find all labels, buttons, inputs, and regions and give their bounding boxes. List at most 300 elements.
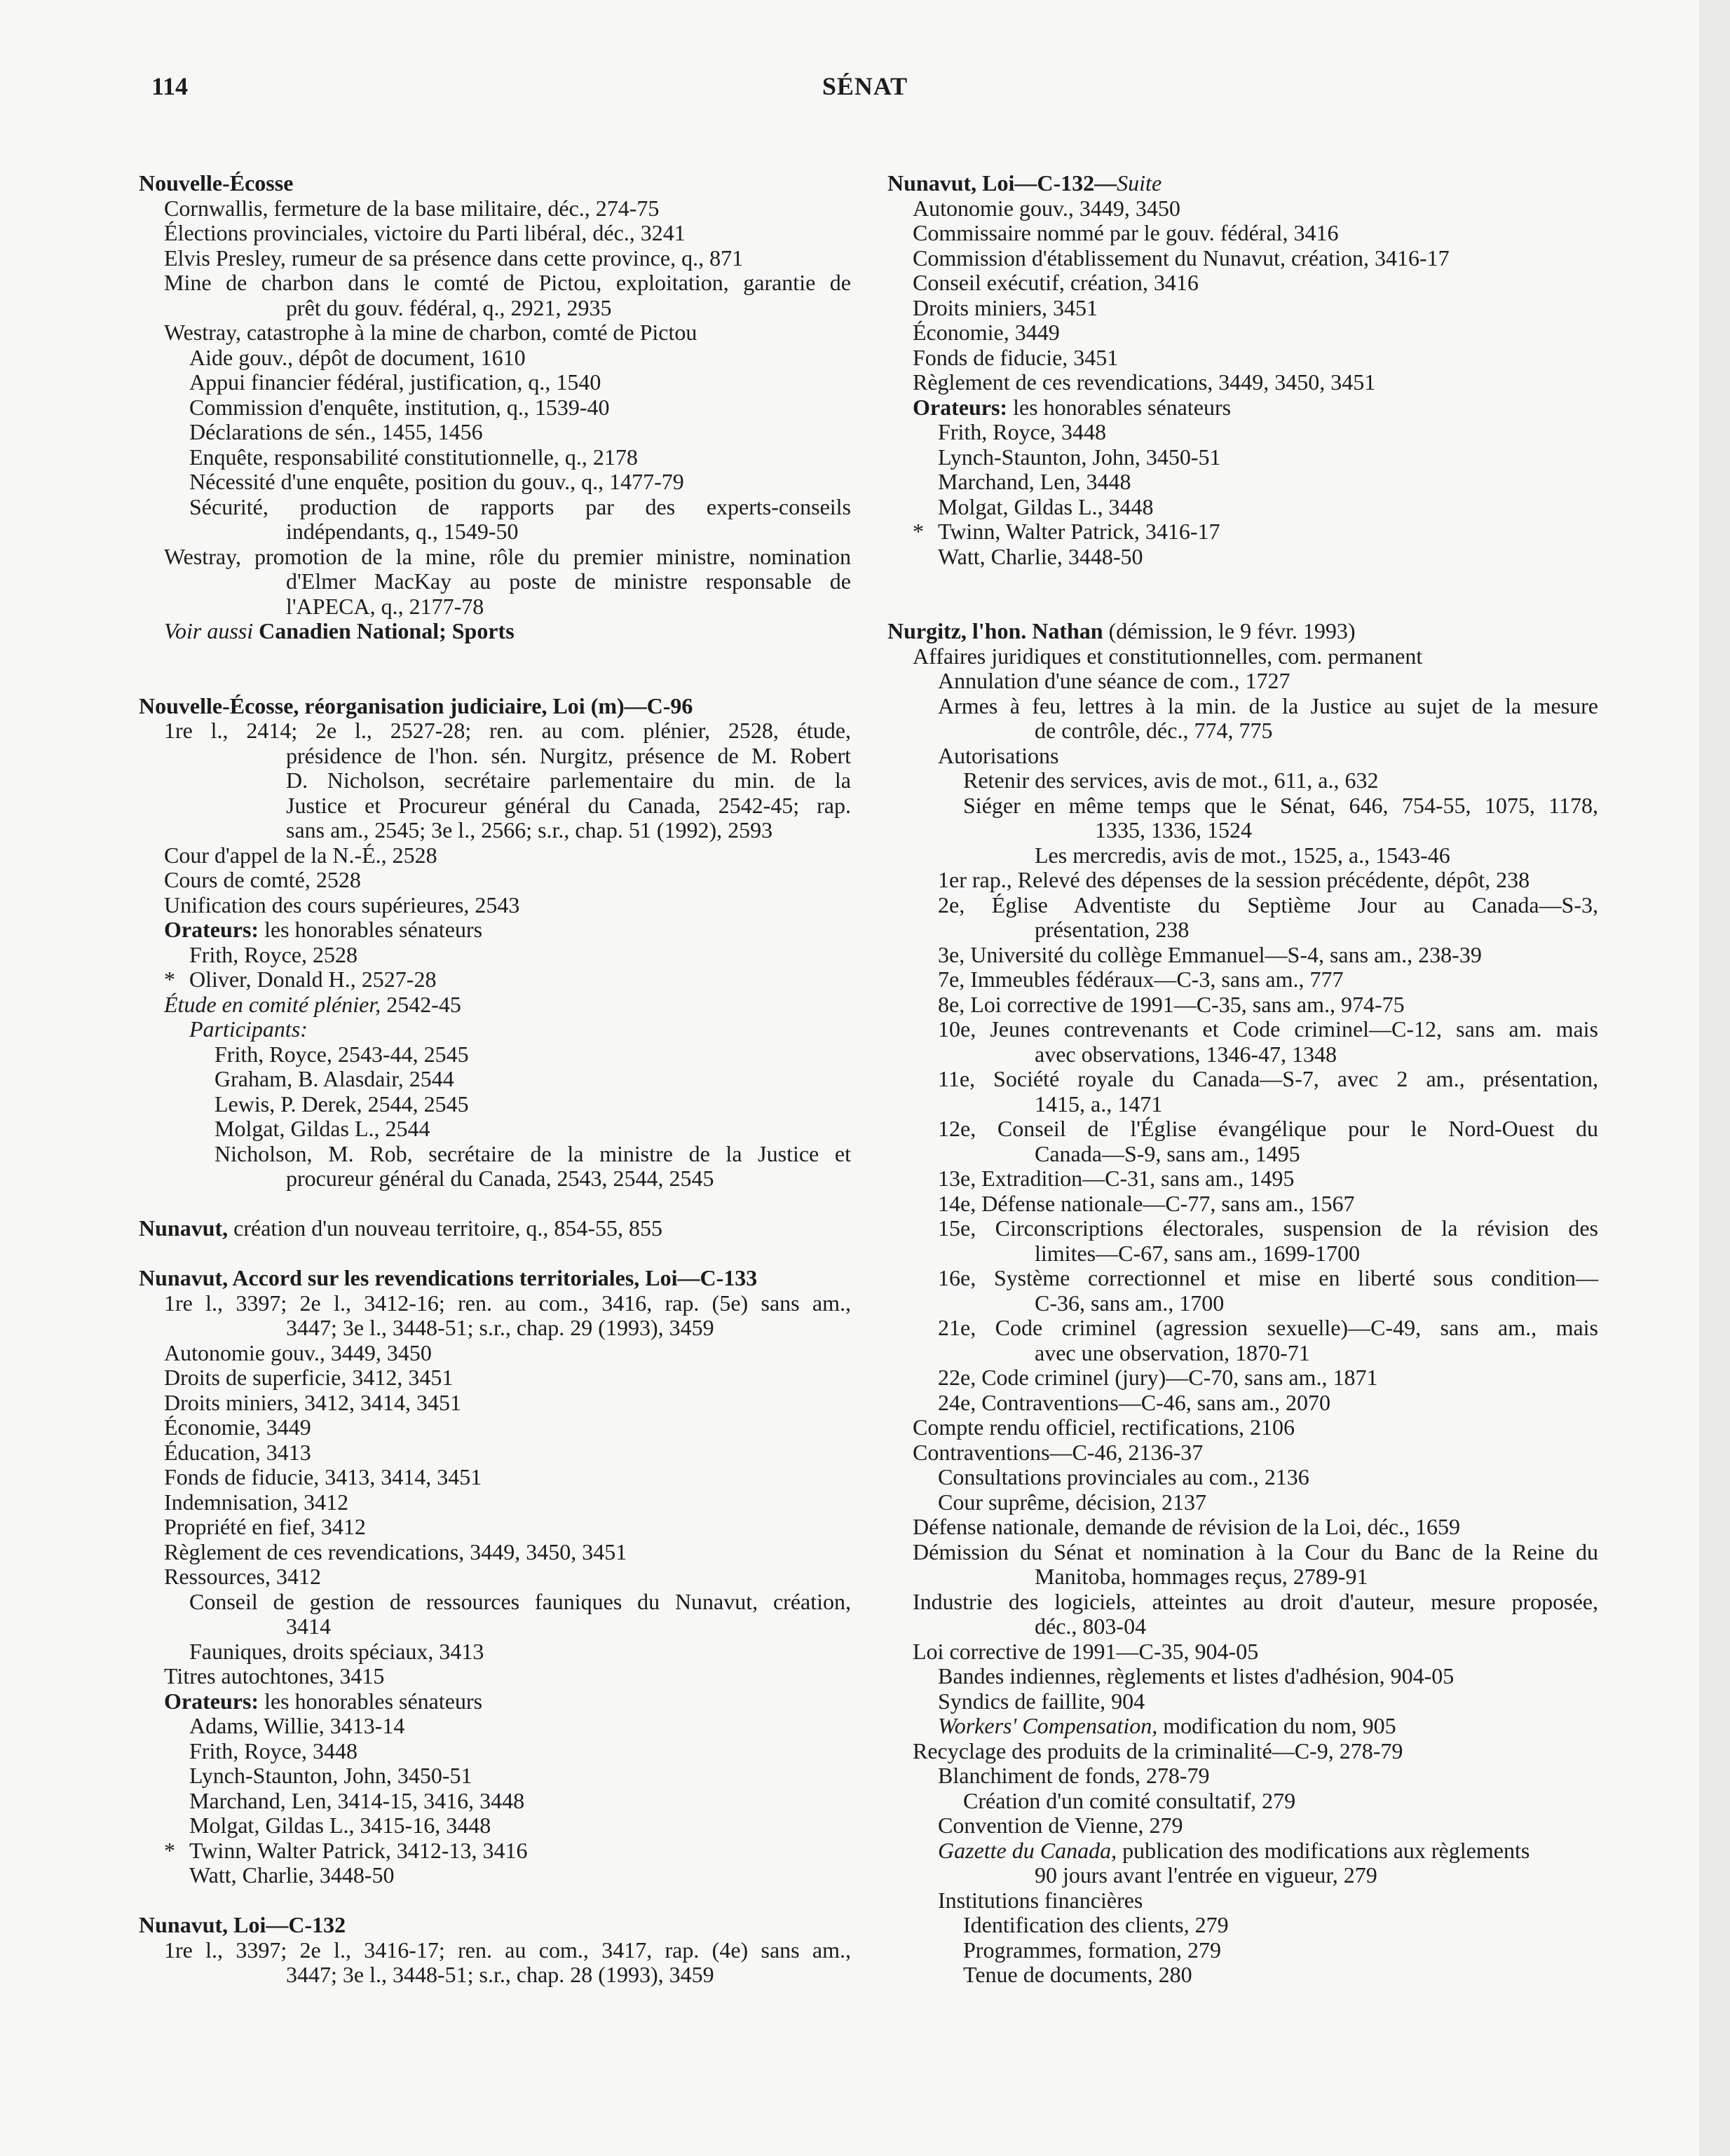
entry-text: Commission d'établissement du Nunavut, création, 3416-17	[913, 245, 1450, 271]
index-entry	[139, 594, 851, 620]
entry-text: Gazette du Canada,	[938, 1838, 1117, 1863]
index-entry	[887, 196, 1598, 221]
entry-text: Nunavut,	[139, 1216, 229, 1241]
page-number: 114	[151, 72, 189, 100]
entry-text: Loi corrective de 1991—C-35, 904-05	[913, 1639, 1259, 1664]
entry-text: Watt, Charlie, 3448-50	[189, 1863, 395, 1888]
entry-text: Étude en comité plénier,	[164, 992, 381, 1017]
index-entry	[887, 1391, 1598, 1416]
index-entry	[139, 1863, 851, 1888]
index-entry	[887, 1789, 1598, 1814]
entry-text: Nicholson, M. Rob, secrétaire de la ministre de la Justice et	[214, 1140, 851, 1166]
index-entry	[139, 1938, 851, 1963]
index-entry	[887, 818, 1598, 843]
asterisk-marker: *	[913, 519, 924, 544]
entry-continuation: modification du nom, 905	[1157, 1714, 1396, 1738]
index-entry	[139, 868, 851, 893]
index-entry	[139, 495, 851, 520]
index-entry	[887, 744, 1598, 769]
index-entry	[887, 718, 1598, 744]
entry-continuation: création d'un nouveau territoire, q., 854-55, 855	[228, 1216, 662, 1241]
entry-continuation: Canadien National; Sports	[253, 619, 515, 643]
index-entry	[139, 271, 851, 296]
entry-text: Molgat, Gildas L., 2544	[214, 1117, 430, 1141]
index-entry	[887, 1938, 1598, 1963]
entry-text: Cour suprême, décision, 2137	[938, 1489, 1207, 1515]
index-entry	[887, 768, 1598, 793]
entry-text: Bandes indiennes, règlements et listes d'adhésion, 904-05	[938, 1664, 1455, 1688]
index-heading	[139, 694, 851, 719]
index-entry	[139, 196, 851, 221]
index-entry	[139, 1664, 851, 1689]
index-entry	[887, 1863, 1598, 1888]
right-column	[887, 171, 1598, 1988]
entry-text: 1335, 1336, 1524	[1095, 818, 1252, 842]
entry-text: Nunavut, Accord sur les revendications territoriales, Loi—C-133	[139, 1266, 758, 1290]
entry-text: Lynch-Staunton, John, 3450-51	[938, 444, 1221, 470]
index-entry	[887, 1913, 1598, 1938]
index-entry	[139, 1341, 851, 1366]
entry-text: Westray, catastrophe à la mine de charbon, comté de Pictou	[164, 320, 697, 345]
index-entry	[139, 1067, 851, 1092]
index-entry	[887, 793, 1598, 819]
entry-text: Workers' Compensation,	[938, 1714, 1158, 1738]
entry-text: Frith, Royce, 3448	[938, 420, 1106, 444]
index-entry	[139, 718, 851, 744]
entry-text: Frith, Royce, 3448	[189, 1738, 357, 1763]
entry-text: Sécurité, production de rapports par des experts-conseils	[189, 493, 851, 519]
entry-text: Création d'un comité consultatif, 279	[963, 1788, 1296, 1813]
index-entry	[139, 843, 851, 868]
entry-text: Compte rendu officiel, rectifications, 2106	[913, 1415, 1295, 1440]
entry-text: Tenue de documents, 280	[963, 1963, 1192, 1987]
index-entry	[139, 1540, 851, 1565]
entry-text: Orateurs:	[913, 395, 1008, 420]
entry-text: Nurgitz, l'hon. Nathan	[887, 619, 1103, 643]
entry-text: Nunavut, Loi—C-132	[139, 1913, 346, 1937]
entry-text: 14e, Défense nationale—C-77, sans am., 1567	[938, 1191, 1355, 1216]
entry-text: 10e, Jeunes contrevenants et Code criminel—C-12, sans am. mais	[938, 1016, 1598, 1042]
index-entry	[139, 1142, 851, 1167]
entry-text: Voir aussi	[164, 619, 254, 643]
entry-text: Adams, Willie, 3413-14	[189, 1714, 405, 1738]
asterisk-marker: *	[164, 1837, 175, 1863]
entry-text: 8e, Loi corrective de 1991—C-35, sans am., 974-75	[938, 992, 1405, 1017]
entry-text: l'APECA, q., 2177-78	[286, 594, 484, 619]
index-entry	[139, 370, 851, 395]
index-entry	[887, 1813, 1598, 1838]
entry-text: prêt du gouv. fédéral, q., 2921, 2935	[286, 295, 612, 320]
entry-continuation: les honorables sénateurs	[259, 917, 483, 942]
entry-text: présentation, 238	[1035, 917, 1190, 942]
index-entry	[139, 1490, 851, 1515]
entry-text: Consultations provinciales au com., 2136	[938, 1465, 1309, 1489]
index-entry	[139, 1564, 851, 1590]
index-entry	[887, 1415, 1598, 1440]
entry-text: Économie, 3449	[913, 320, 1060, 345]
entry-text: 1415, a., 1471	[1035, 1091, 1163, 1117]
entry-text: Cour d'appel de la N.-É., 2528	[164, 842, 437, 868]
entry-text: Cours de comté, 2528	[164, 868, 361, 892]
entry-text: 1re l., 3397; 2e l., 3416-17; ren. au com., 3417, rap. (4e) sans am.,	[164, 1937, 851, 1963]
entry-text: 11e, Société royale du Canada—S-7, avec 2 am., présentation,	[938, 1066, 1598, 1091]
entry-text: Identification des clients, 279	[963, 1913, 1229, 1937]
index-entry	[887, 943, 1598, 968]
index-entry	[139, 943, 851, 968]
entry-text: 15e, Circonscriptions électorales, suspension de la révision des	[938, 1215, 1598, 1241]
entry-text: 2e, Église Adventiste du Septième Jour au Canada—S-3,	[938, 892, 1598, 917]
entry-text: 3447; 3e l., 3448-51; s.r., chap. 29 (1993), 3459	[286, 1316, 714, 1340]
index-entry	[139, 1813, 851, 1838]
entry-text: Élections provinciales, victoire du Parti libéral, déc., 3241	[164, 221, 686, 245]
entry-text: Marchand, Len, 3414-15, 3416, 3448	[189, 1788, 525, 1813]
entry-text: Unification des cours supérieures, 2543	[164, 892, 520, 917]
index-entry	[139, 1714, 851, 1739]
entry-text: 90 jours avant l'entrée en vigueur, 279	[1035, 1863, 1377, 1888]
index-entry	[887, 1042, 1598, 1067]
index-entry	[887, 1490, 1598, 1515]
entry-text: Retenir des services, avis de mot., 611, a., 632	[963, 768, 1379, 793]
index-entry	[139, 1415, 851, 1440]
entry-text: Fonds de fiducie, 3413, 3414, 3451	[164, 1465, 482, 1489]
entry-spacer	[139, 1888, 851, 1913]
index-entry	[887, 545, 1598, 570]
entry-continuation: (démission, le 9 févr. 1993)	[1103, 619, 1356, 643]
entry-text: de contrôle, déc., 774, 775	[1035, 718, 1273, 743]
entry-text: Commissaire nommé par le gouv. fédéral, 3416	[913, 221, 1339, 245]
index-entry	[139, 893, 851, 918]
index-entry	[887, 1963, 1598, 1988]
entry-text: Molgat, Gildas L., 3415-16, 3448	[189, 1813, 491, 1838]
entry-text: Orateurs:	[164, 1688, 259, 1714]
entry-text: limites—C-67, sans am., 1699-1700	[1035, 1241, 1360, 1266]
entry-text: Siéger en même temps que le Sénat, 646, 754-55, 1075, 1178,	[963, 792, 1598, 818]
entry-text: 16e, Système correctionnel et mise en liberté sous condition—	[938, 1265, 1598, 1290]
entry-text: avec observations, 1346-47, 1348	[1035, 1042, 1337, 1067]
entry-text: Twinn, Walter Patrick, 3416-17	[938, 519, 1220, 544]
entry-text: Canada—S-9, sans am., 1495	[1035, 1141, 1300, 1166]
entry-text: Les mercredis, avis de mot., 1525, a., 1543-46	[1035, 842, 1450, 868]
entry-text: Watt, Charlie, 3448-50	[938, 544, 1143, 569]
entry-text: Twinn, Walter Patrick, 3412-13, 3416	[189, 1838, 528, 1863]
entry-text: Contraventions—C-46, 2136-37	[913, 1440, 1204, 1465]
index-entry	[887, 1216, 1598, 1241]
index-entry	[139, 1515, 851, 1540]
index-entry	[139, 967, 851, 992]
index-entry	[887, 1590, 1598, 1615]
entry-text: 3447; 3e l., 3448-51; s.r., chap. 28 (1993), 3459	[286, 1963, 714, 1987]
entry-text: Institutions financières	[938, 1888, 1143, 1913]
index-entry	[887, 1714, 1598, 1739]
index-entry	[139, 519, 851, 545]
entry-text: Orateurs:	[164, 917, 259, 942]
entry-text: 24e, Contraventions—C-46, sans am., 2070	[938, 1390, 1330, 1415]
entry-text: Recyclage des produits de la criminalité—C-9, 278-79	[913, 1738, 1403, 1763]
index-entry	[139, 1639, 851, 1665]
entry-text: Commission d'enquête, institution, q., 1539-40	[189, 395, 610, 420]
index-entry	[139, 569, 851, 594]
entry-text: Nunavut, Loi—C-132—	[887, 171, 1117, 196]
index-entry	[887, 1316, 1598, 1341]
entry-text: Ressources, 3412	[164, 1564, 321, 1589]
entry-text: D. Nicholson, secrétaire parlementaire du min. de la	[286, 767, 851, 793]
entry-text: Frith, Royce, 2543-44, 2545	[214, 1042, 469, 1067]
index-entry	[139, 992, 851, 1018]
index-entry	[887, 1341, 1598, 1366]
index-entry	[139, 1017, 851, 1042]
entry-text: 22e, Code criminel (jury)—C-70, sans am., 1871	[938, 1365, 1378, 1390]
entry-text: 1re l., 2414; 2e l., 2527-28; ren. au com. plénier, 2528, étude,	[164, 718, 851, 743]
entry-text: Blanchiment de fonds, 278-79	[938, 1763, 1210, 1788]
index-entry	[887, 1465, 1598, 1490]
entry-text: Lewis, P. Derek, 2544, 2545	[214, 1091, 469, 1117]
entry-text: Oliver, Donald H., 2527-28	[189, 967, 437, 992]
entry-text: 1re l., 3397; 2e l., 3412-16; ren. au com., 3416, rap. (5e) sans am.,	[164, 1290, 851, 1316]
entry-text: Justice et Procureur général du Canada, 2542-45; rap.	[286, 792, 851, 818]
index-entry	[139, 1440, 851, 1466]
entry-text: Nécessité d'une enquête, position du gouv., q., 1477-79	[189, 470, 684, 494]
index-heading	[139, 171, 851, 196]
index-entry	[139, 818, 851, 843]
index-entry	[887, 1614, 1598, 1639]
entry-text: avec une observation, 1870-71	[1035, 1340, 1310, 1365]
entry-spacer	[887, 569, 1598, 619]
entry-text: Indemnisation, 3412	[164, 1489, 349, 1515]
index-entry	[139, 768, 851, 793]
index-entry	[139, 1739, 851, 1764]
entry-text: Autonomie gouv., 3449, 3450	[164, 1340, 432, 1365]
entry-text: Conseil de gestion de ressources fauniques du Nunavut, création,	[189, 1588, 851, 1614]
index-entry	[139, 1763, 851, 1789]
index-entry	[887, 445, 1598, 470]
index-entry	[887, 1515, 1598, 1540]
index-entry	[887, 669, 1598, 694]
index-entry	[139, 395, 851, 421]
index-entry	[887, 1192, 1598, 1217]
index-entry	[887, 843, 1598, 868]
index-entry	[887, 1266, 1598, 1291]
index-entry	[887, 1092, 1598, 1117]
index-entry	[887, 644, 1598, 669]
index-entry	[887, 1017, 1598, 1042]
index-entry	[139, 221, 851, 246]
entry-text: Fauniques, droits spéciaux, 3413	[189, 1639, 484, 1664]
entry-continuation: les honorables sénateurs	[259, 1688, 483, 1714]
index-entry	[887, 1689, 1598, 1714]
index-entry	[887, 495, 1598, 520]
index-entry	[139, 1963, 851, 1988]
index-entry	[139, 1689, 851, 1714]
index-entry	[887, 519, 1598, 545]
entry-text: Défense nationale, demande de révision de la Loi, déc., 1659	[913, 1515, 1461, 1539]
index-entry	[139, 619, 851, 644]
entry-text: Frith, Royce, 2528	[189, 942, 357, 967]
index-entry	[139, 445, 851, 470]
index-entry	[887, 470, 1598, 495]
index-entry	[139, 1614, 851, 1639]
entry-text: Droits miniers, 3451	[913, 295, 1098, 320]
index-entry	[139, 744, 851, 769]
entry-text: Mine de charbon dans le comté de Pictou, exploitation, garantie de	[164, 270, 851, 295]
index-entry	[887, 1365, 1598, 1391]
index-heading	[139, 1216, 851, 1241]
entry-text: déc., 803-04	[1035, 1614, 1147, 1639]
index-entry	[139, 1316, 851, 1341]
index-entry	[139, 1117, 851, 1142]
index-heading	[139, 1913, 851, 1938]
entry-text: Marchand, Len, 3448	[938, 470, 1131, 494]
entry-text: d'Elmer MacKay au poste de ministre responsable de	[286, 568, 851, 594]
index-entry	[887, 1639, 1598, 1665]
index-entry	[887, 1664, 1598, 1689]
index-entry	[139, 917, 851, 943]
entry-text: Cornwallis, fermeture de la base militaire, déc., 274-75	[164, 196, 660, 221]
entry-text: Autonomie gouv., 3449, 3450	[913, 196, 1180, 221]
index-entry	[887, 1739, 1598, 1764]
index-entry	[887, 992, 1598, 1018]
index-entry	[887, 1117, 1598, 1142]
index-entry	[887, 1166, 1598, 1192]
index-entry	[887, 967, 1598, 992]
index-entry	[887, 1888, 1598, 1913]
entry-text: Nouvelle-Écosse	[139, 171, 294, 196]
index-entry	[139, 1291, 851, 1316]
index-entry	[887, 1440, 1598, 1466]
entry-text: Droits de superficie, 3412, 3451	[164, 1365, 454, 1390]
index-entry	[139, 1789, 851, 1814]
index-entry	[887, 1838, 1598, 1864]
entry-text: présidence de l'hon. sén. Nurgitz, présence de M. Robert	[286, 742, 851, 768]
entry-text: procureur général du Canada, 2543, 2544, 2545	[286, 1166, 714, 1191]
entry-text: Enquête, responsabilité constitutionnelle, q., 2178	[189, 444, 638, 470]
index-entry	[139, 1838, 851, 1864]
index-entry	[139, 420, 851, 445]
entry-text: 3e, Université du collège Emmanuel—S-4, sans am., 238-39	[938, 942, 1482, 967]
index-entry	[887, 296, 1598, 321]
index-entry	[887, 1067, 1598, 1092]
entry-text: Éducation, 3413	[164, 1440, 311, 1465]
entry-text: Règlement de ces revendications, 3449, 3450, 3451	[164, 1539, 627, 1564]
index-heading	[139, 1266, 851, 1291]
index-entry	[887, 1291, 1598, 1316]
index-entry	[139, 320, 851, 346]
scan-margin	[1699, 0, 1730, 2156]
index-entry	[887, 320, 1598, 346]
entry-text: Déclarations de sén., 1455, 1456	[189, 420, 483, 444]
entry-continuation: les honorables sénateurs	[1007, 395, 1232, 420]
entry-text: Économie, 3449	[164, 1415, 311, 1440]
entry-text: Participants:	[189, 1017, 308, 1042]
index-heading	[887, 171, 1598, 196]
entry-text: sans am., 2545; 3e l., 2566; s.r., chap. 51 (1992), 2593	[286, 818, 773, 842]
entry-text: 12e, Conseil de l'Église évangélique pour le Nord-Ouest du	[938, 1116, 1598, 1141]
entry-text: Affaires juridiques et constitutionnelles, com. permanent	[913, 643, 1423, 669]
entry-text: C-36, sans am., 1700	[1035, 1290, 1225, 1316]
entry-text: Titres autochtones, 3415	[164, 1664, 385, 1688]
entry-text: Nouvelle-Écosse, réorganisation judiciaire, Loi (m)—C-96	[139, 693, 693, 718]
index-entry	[887, 246, 1598, 271]
entry-text: Annulation d'une séance de com., 1727	[938, 669, 1290, 693]
entry-text: Autorisations	[938, 743, 1059, 768]
entry-text: Conseil exécutif, création, 3416	[913, 271, 1199, 295]
index-entry	[139, 246, 851, 271]
entry-text: 7e, Immeubles fédéraux—C-3, sans am., 777	[938, 967, 1344, 992]
index-heading	[887, 619, 1598, 644]
entry-text: Elvis Presley, rumeur de sa présence dans cette province, q., 871	[164, 245, 744, 271]
entry-text: Manitoba, hommages reçus, 2789-91	[1035, 1564, 1368, 1589]
entry-text: Aide gouv., dépôt de document, 1610	[189, 345, 526, 370]
index-entry	[139, 1365, 851, 1391]
index-entry	[887, 346, 1598, 371]
index-entry	[887, 868, 1598, 893]
index-entry	[887, 1241, 1598, 1267]
entry-spacer	[139, 1192, 851, 1217]
entry-text: Syndics de faillite, 904	[938, 1688, 1145, 1714]
entry-text: indépendants, q., 1549-50	[286, 519, 519, 544]
entry-text: Lynch-Staunton, John, 3450-51	[189, 1763, 472, 1788]
entry-spacer	[139, 644, 851, 694]
entry-text: Armes à feu, lettres à la min. de la Justice au sujet de la mesure	[938, 692, 1598, 718]
entry-text: Droits miniers, 3412, 3414, 3451	[164, 1390, 461, 1415]
index-entry	[887, 420, 1598, 445]
index-entry	[139, 296, 851, 321]
index-entry	[887, 221, 1598, 246]
entry-text: Convention de Vienne, 279	[938, 1813, 1183, 1838]
entry-continuation: 2542-45	[381, 992, 461, 1017]
entry-text: Graham, B. Alasdair, 2544	[214, 1067, 454, 1091]
index-entry	[887, 893, 1598, 918]
entry-text: Molgat, Gildas L., 3448	[938, 494, 1154, 519]
entry-text: Règlement de ces revendications, 3449, 3450, 3451	[913, 370, 1376, 395]
index-entry	[887, 1142, 1598, 1167]
index-entry	[139, 1391, 851, 1416]
index-entry	[139, 1590, 851, 1615]
entry-continuation: publication des modifications aux règlements	[1117, 1838, 1530, 1863]
index-entry	[887, 395, 1598, 421]
index-entry	[887, 271, 1598, 296]
entry-text: Industrie des logiciels, atteintes au droit d'auteur, mesure proposée,	[913, 1588, 1598, 1614]
index-entry	[139, 793, 851, 819]
index-entry	[139, 1042, 851, 1067]
entry-text: Fonds de fiducie, 3451	[913, 345, 1119, 370]
left-column	[139, 171, 851, 1988]
index-entry	[887, 917, 1598, 943]
page-title: SÉNAT	[822, 72, 908, 100]
entry-text: Démission du Sénat et nomination à la Cour du Banc de la Reine du	[913, 1538, 1598, 1564]
index-entry	[139, 1166, 851, 1192]
index-entry	[887, 694, 1598, 719]
index-entry	[139, 1465, 851, 1490]
entry-text: Propriété en fief, 3412	[164, 1515, 366, 1539]
entry-continuation: Suite	[1117, 171, 1162, 196]
index-entry	[139, 1092, 851, 1117]
entry-text: 13e, Extradition—C-31, sans am., 1495	[938, 1166, 1295, 1191]
entry-text: 1er rap., Relevé des dépenses de la session précédente, dépôt, 238	[938, 868, 1530, 892]
entry-text: Westray, promotion de la mine, rôle du premier ministre, nomination	[164, 543, 851, 569]
entry-text: Programmes, formation, 279	[963, 1937, 1221, 1963]
entry-text: 3414	[286, 1614, 331, 1639]
index-entry	[139, 545, 851, 570]
index-entry	[887, 370, 1598, 395]
entry-spacer	[139, 1241, 851, 1267]
index-entry	[887, 1540, 1598, 1565]
index-entry	[139, 346, 851, 371]
index-entry	[139, 470, 851, 495]
entry-text: Appui financier fédéral, justification, q., 1540	[189, 370, 601, 395]
entry-text: 21e, Code criminel (agression sexuelle)—C-49, sans am., mais	[938, 1315, 1598, 1340]
asterisk-marker: *	[164, 967, 175, 992]
index-entry	[887, 1564, 1598, 1590]
